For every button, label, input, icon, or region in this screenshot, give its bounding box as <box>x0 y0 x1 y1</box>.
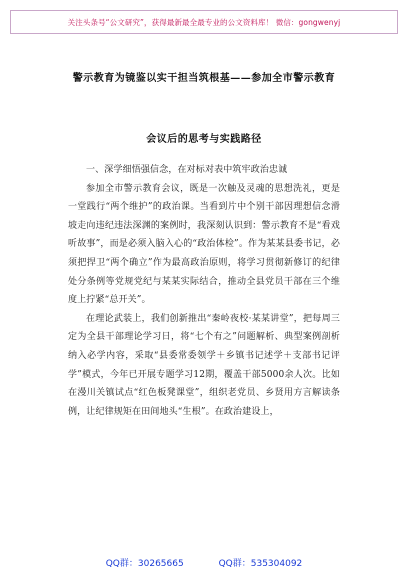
section-heading: 一、深学细悟强信念，在对标对表中筑牢政治忠诚 <box>86 165 288 175</box>
document-title-line2: 会议后的思考与实践路径 <box>146 134 262 145</box>
body-paragraph: 在理论武装上，我们创新推出“秦岭夜校·某某讲堂”，把每周三定为全县干部理论学习日，将“七个有之”问题解析、典型案例剖析纳入必学内容，采取“县委常委领学＋乡镇书记述学＋支部书记评学”模式，今年已开展专题学习12期，覆盖干部5000余人次。比如在漫川关镇试点“红色板凳课堂”，组织老党员、乡贤用方言解读条例，让纪律规矩在田间地头“生根”。在政治建设上， <box>68 313 340 417</box>
footer-qq-group-1: QQ群：30265665 <box>105 559 184 569</box>
banner-text: 关注头条号“公文研究”，获得最新最全最专业的公文资料库！ 微信：gongwenyj <box>67 17 341 27</box>
top-banner <box>10 10 398 34</box>
footer <box>0 556 408 569</box>
footer-qq-group-2: QQ群：535304092 <box>218 559 303 569</box>
body-paragraph: 参加全市警示教育会议，既是一次触及灵魂的思想洗礼，更是一堂践行“两个维护”的政治课。当看到片中个别干部因理想信念滑坡走向违纪违法深渊的案例时，我深刻认识到：警示教育不是“看戏听故事”，而是必须入脑入心的“政治体检”。作为某某县委书记，必须把捍卫“两个确立”作为最高政治原则，将学习贯彻新修订的纪律处分条例等党规党纪与某某实际结合，推动全县党员干部在三个维度上拧紧“总开关”。 <box>68 183 340 306</box>
document-body <box>68 161 340 421</box>
document-title-line1: 警示教育为镜鉴以实干担当筑根基——参加全市警示教育 <box>72 73 336 84</box>
